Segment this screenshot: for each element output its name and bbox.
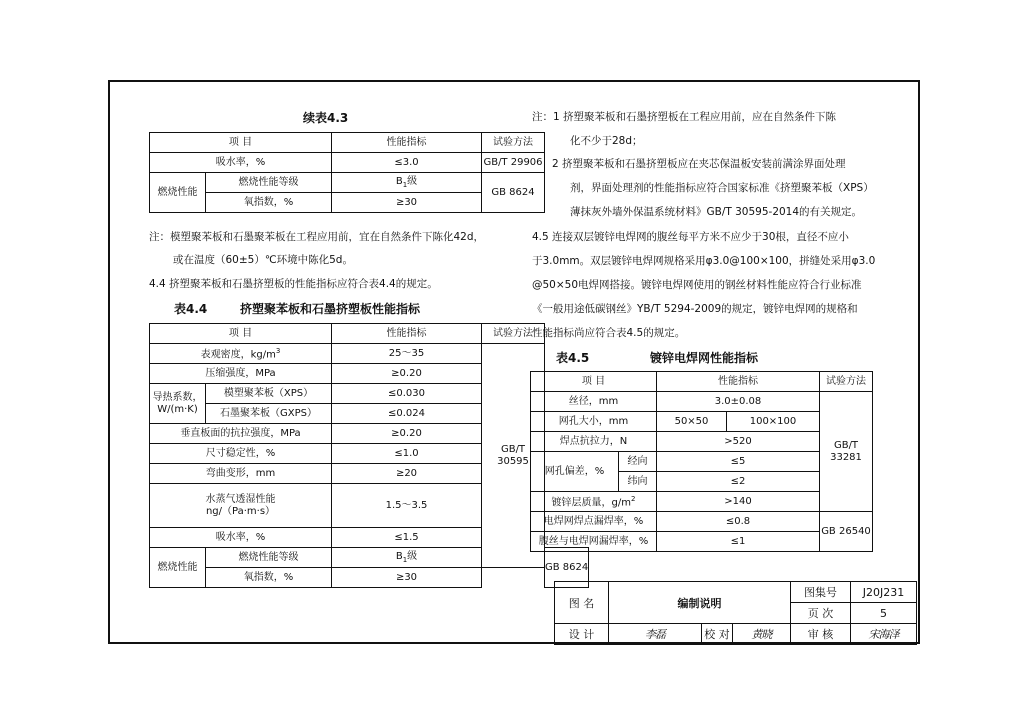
cell-line: ng/（Pa·m·s） [205, 505, 276, 517]
table-4-3-title: 续表4.3 [303, 111, 349, 125]
cell: 1.5～3.5 [332, 484, 482, 528]
cell: 丝径，mm [531, 392, 657, 412]
cell: 压缩强度，MPa [150, 364, 332, 384]
table-row [150, 133, 545, 153]
table-4-4-title: 挤塑聚苯板和石墨挤塑板性能指标 [240, 302, 421, 316]
cell: GB 8624 [482, 173, 545, 213]
table-4-5-number: 表4.5 [556, 351, 590, 365]
cell-line: 水蒸气透湿性能 [205, 494, 276, 505]
header-item: 项 目 [150, 324, 332, 344]
checker-label: 校 对 [702, 624, 733, 645]
drawing-name-label: 图 名 [555, 582, 609, 624]
method-line: GB/T [833, 440, 859, 451]
subscript: 1 [402, 555, 408, 564]
cell: 燃烧性能 [150, 548, 206, 588]
cell: 弯曲变形，mm [150, 464, 332, 484]
note-4-3-line2: 或在温度（60±5）℃环境中陈化5d。 [173, 254, 353, 266]
table-4-3 [149, 132, 545, 213]
table-row [531, 372, 873, 392]
method-line: GB/T [500, 444, 526, 455]
cell: ≥20 [332, 464, 482, 484]
cell: ≥30 [332, 193, 482, 213]
cell: 电焊网焊点漏焊率，% [531, 512, 657, 532]
title-block [554, 581, 917, 645]
para-4-5-line1: 4.5 连接双层镀锌电焊网的腹丝每平方米不应少于30根，直径不应小 [532, 231, 849, 243]
cell: 氧指数，% [206, 193, 332, 213]
cell: ≤2 [657, 472, 820, 492]
header-method: 试验方法 [482, 324, 545, 344]
checker-signature: 黄晓 [733, 624, 791, 645]
cell: ≤5 [657, 452, 820, 472]
note-4-4-line2: 化不少于28d； [570, 135, 643, 147]
cell: 燃烧性能等级 [206, 548, 332, 568]
cell: ≤0.030 [332, 384, 482, 404]
page-number: 5 [851, 603, 917, 624]
cell: ≤1 [657, 532, 820, 552]
superscript: 3 [275, 346, 281, 355]
reviewer-signature: 宋海泽 [851, 624, 917, 645]
para-4-4: 4.4 挤塑聚苯板和石墨挤塑板的性能指标应符合表4.4的规定。 [149, 278, 438, 290]
cell: ≥0.20 [332, 424, 482, 444]
table-row [150, 153, 545, 173]
cell-text: B [395, 550, 403, 562]
cell: ≤0.024 [332, 404, 482, 424]
cell: >520 [657, 432, 820, 452]
method-line: 30595 [497, 455, 529, 467]
cell [150, 344, 332, 364]
cell: 吸水率，% [150, 153, 332, 173]
cell [332, 173, 482, 193]
designer-label: 设 计 [555, 624, 609, 645]
note-4-3-line1: 注：模塑聚苯板和石墨聚苯板在工程应用前，宜在自然条件下陈化42d， [149, 231, 485, 243]
cell: 3.0±0.08 [657, 392, 820, 412]
method-line: 33281 [830, 451, 862, 463]
header-value: 性能指标 [332, 133, 482, 153]
header-value: 性能指标 [657, 372, 820, 392]
cell-text: 级 [407, 175, 418, 187]
note-4-4-line1: 注：1 挤塑聚苯板和石墨挤塑板在工程应用前，应在自然条件下陈 [532, 111, 837, 123]
cell: 氧指数，% [206, 568, 332, 588]
method-cell [820, 392, 873, 512]
cell-text: 表观密度，kg/m [200, 348, 276, 360]
header-item: 项 目 [531, 372, 657, 392]
cell [332, 548, 482, 568]
table-row [150, 324, 589, 344]
cell: >140 [657, 492, 820, 512]
cell [150, 384, 206, 424]
cell: ≤0.8 [657, 512, 820, 532]
cell [531, 492, 657, 512]
table-4-4 [149, 323, 589, 588]
header-method: 试验方法 [482, 133, 545, 153]
para-4-5-line5: 性能指标尚应符合表4.5的规定。 [532, 327, 686, 339]
cell [150, 484, 332, 528]
cell: 经向 [619, 452, 657, 472]
atlas-number-label: 图集号 [791, 582, 851, 603]
table-4-5 [530, 371, 873, 552]
cell: 纬向 [619, 472, 657, 492]
cell: 尺寸稳定性，% [150, 444, 332, 464]
cell: GB/T 29906 [482, 153, 545, 173]
para-4-5-line4: 《一般用途低碳钢丝》YB/T 5294-2009的规定，镀锌电焊网的规格和 [532, 303, 858, 315]
cell: ≤3.0 [332, 153, 482, 173]
table-row [150, 344, 589, 364]
cell: ≤1.5 [332, 528, 482, 548]
cell: GB 8624 [545, 548, 589, 588]
header-value: 性能指标 [332, 324, 482, 344]
atlas-number: J20J231 [851, 582, 917, 603]
table-row [150, 568, 589, 588]
cell: 石墨聚苯板（GXPS） [206, 404, 332, 424]
cell-text: B [395, 175, 403, 187]
cell: 燃烧性能等级 [206, 173, 332, 193]
cell: 100×100 [727, 412, 820, 432]
cell: 模塑聚苯板（XPS） [206, 384, 332, 404]
drawing-name: 编制说明 [609, 582, 791, 624]
table-row [555, 624, 917, 645]
cell: ≥0.20 [332, 364, 482, 384]
cell: 网孔大小，mm [531, 412, 657, 432]
table-row [531, 512, 873, 532]
note-4-4-line3: 2 挤塑聚苯板和石墨挤塑板应在夹芯保温板安装前满涂界面处理 [552, 158, 846, 170]
cell: 50×50 [657, 412, 727, 432]
note-4-4-line4: 剂，界面处理剂的性能指标应符合国家标准《挤塑聚苯板（XPS） [570, 182, 874, 194]
table-row [531, 392, 873, 412]
table-4-4-number: 表4.4 [174, 302, 208, 316]
note-4-4-line5: 薄抹灰外墙外保温系统材料》GB/T 30595-2014的有关规定。 [570, 206, 863, 218]
cell: 垂直板面的抗拉强度，MPa [150, 424, 332, 444]
superscript: 2 [631, 494, 636, 503]
cell: 焊点抗拉力，N [531, 432, 657, 452]
cell: ≤1.0 [332, 444, 482, 464]
cell: 腹丝与电焊网漏焊率，% [531, 532, 657, 552]
cell-line: 导热系数， [152, 392, 203, 403]
header-item: 项 目 [150, 133, 332, 153]
subscript: 1 [402, 180, 408, 189]
cell-text: 级 [407, 550, 418, 562]
cell: 燃烧性能 [150, 173, 206, 213]
cell-text: 镀锌层质量，g/m [551, 496, 631, 508]
cell: 网孔偏差，% [531, 452, 619, 492]
cell-line: W/(m·K) [157, 403, 198, 415]
page-number-label: 页 次 [791, 603, 851, 624]
para-4-5-line3: @50×50电焊网搭接。镀锌电焊网使用的钢丝材料性能应符合行业标准 [532, 279, 862, 291]
cell: 吸水率，% [150, 528, 332, 548]
cell: ≥30 [332, 568, 482, 588]
header-method: 试验方法 [820, 372, 873, 392]
table-4-5-title: 镀锌电焊网性能指标 [650, 351, 759, 365]
reviewer-label: 审 核 [791, 624, 851, 645]
cell: GB 26540 [820, 512, 873, 552]
para-4-5-line2: 于3.0mm。双层镀锌电焊网规格采用φ3.0@100×100，拼缝处采用φ3.0 [532, 255, 876, 267]
designer-signature: 李磊 [609, 624, 702, 645]
cell: 25～35 [332, 344, 482, 364]
table-row [150, 173, 545, 193]
table-row [555, 582, 917, 603]
